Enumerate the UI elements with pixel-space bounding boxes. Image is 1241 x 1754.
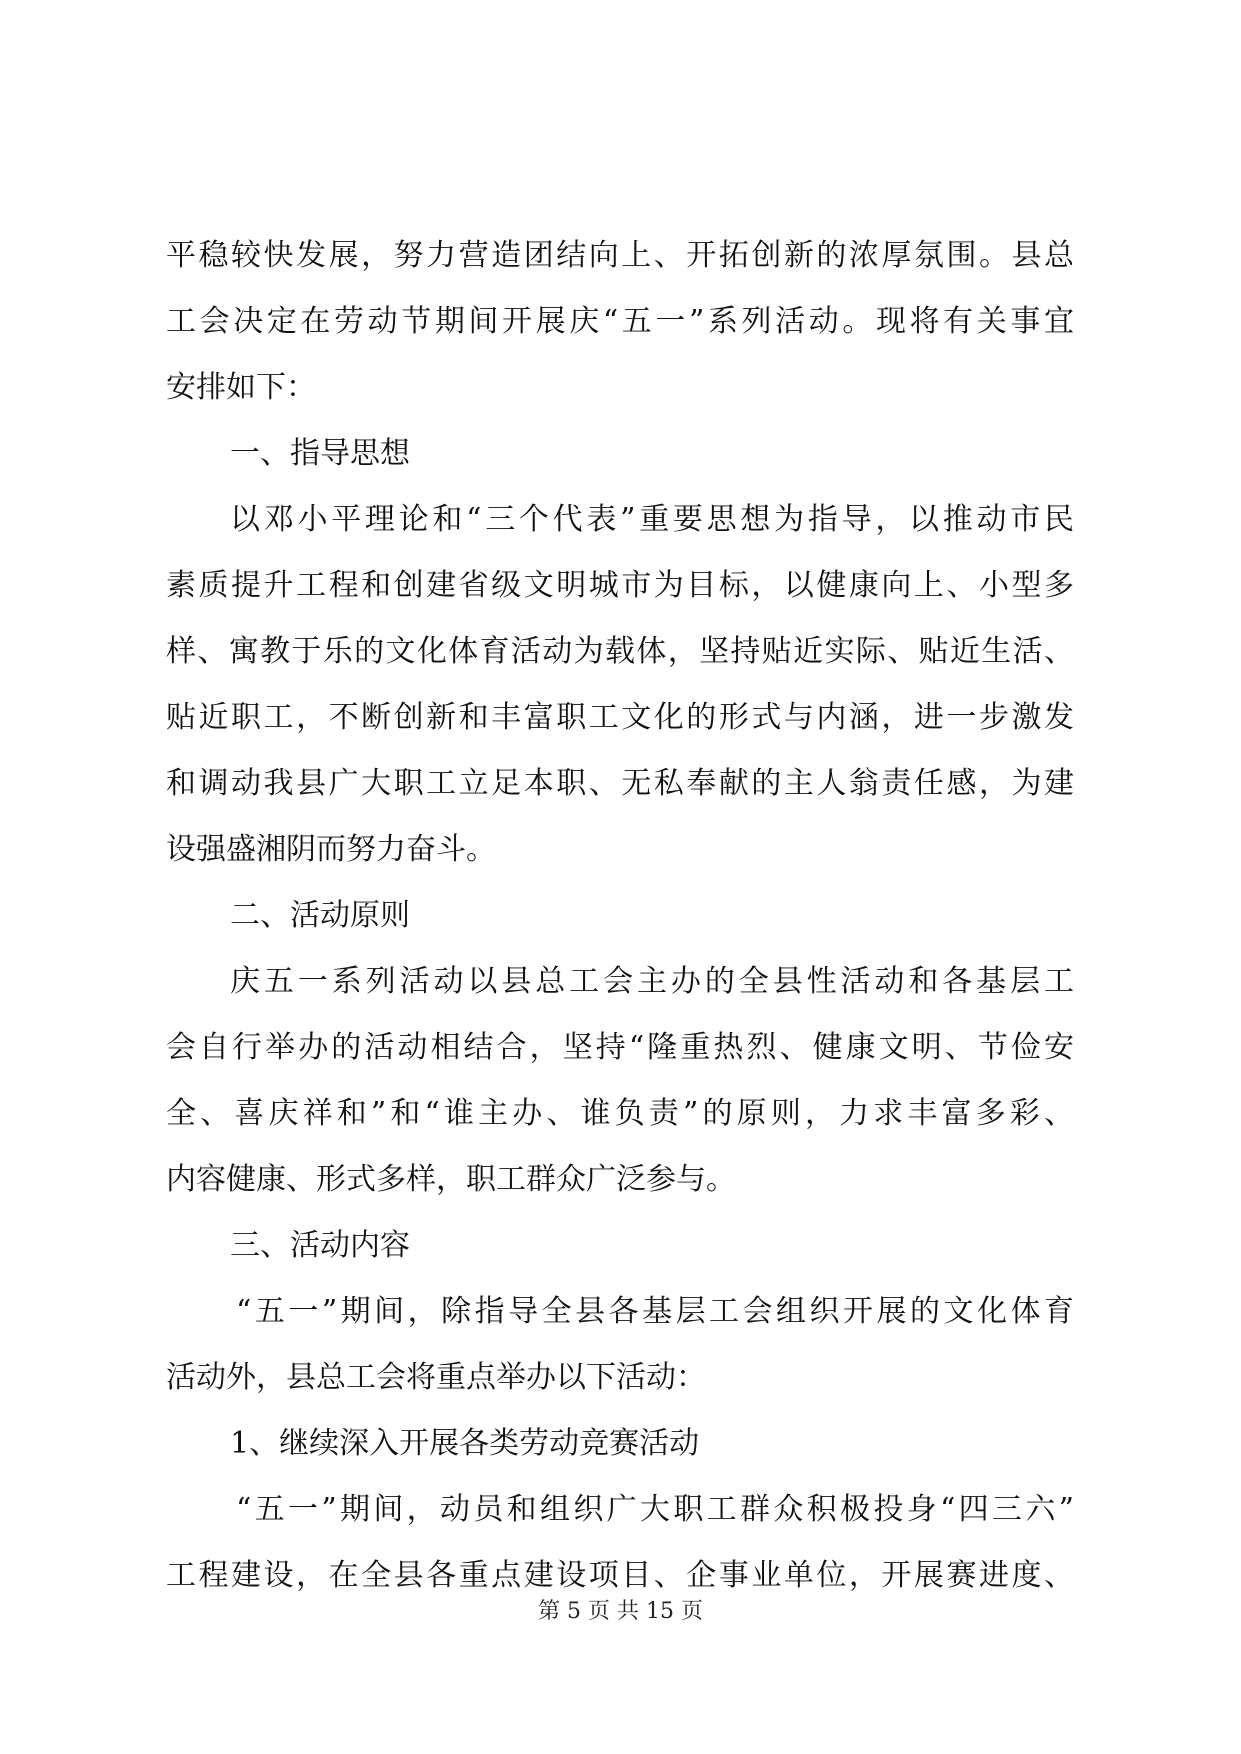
body-line-18: 活动外，县总工会将重点举办以下活动： [166,1360,706,1395]
body-line-9: 和调动我县广大职工立足本职、无私奉献的主人翁责任感，为建 [166,766,1074,801]
page-number-footer: 第 5 页 共 15 页 [538,1599,703,1624]
body-line-17: “五一”期间，除指导全县各基层工会组织开展的文化体育 [236,1294,1074,1329]
body-line-1: 平稳较快发展，努力营造团结向上、开拓创新的浓厚氛围。县总 [166,238,1074,273]
body-line-12: 庆五一系列活动以县总工会主办的全县性活动和各基层工 [230,964,1074,999]
body-line-20: “五一”期间，动员和组织广大职工群众积极投身“四三六” [236,1492,1074,1527]
body-line-14: 全、喜庆祥和”和“谁主办、谁负责”的原则，力求丰富多彩、 [166,1096,1074,1131]
subsection-heading-1: 1、继续深入开展各类劳动竞赛活动 [230,1426,700,1461]
body-line-8: 贴近职工，不断创新和丰富职工文化的形式与内涵，进一步激发 [166,700,1074,735]
body-line-10: 设强盛湘阴而努力奋斗。 [166,832,496,867]
body-line-5: 以邓小平理论和“三个代表”重要思想为指导，以推动市民 [230,502,1074,537]
section-heading-1: 一、指导思想 [230,436,410,471]
body-line-15: 内容健康、形式多样，职工群众广泛参与。 [166,1162,736,1197]
body-line-21: 工程建设，在全县各重点建设项目、企事业单位，开展赛进度、 [166,1558,1074,1593]
section-heading-3: 三、活动内容 [230,1228,410,1263]
body-line-2: 工会决定在劳动节期间开展庆“五一”系列活动。现将有关事宜 [166,304,1074,339]
body-line-6: 素质提升工程和创建省级文明城市为目标，以健康向上、小型多 [166,568,1074,603]
body-line-3: 安排如下： [166,370,316,405]
body-line-7: 样、寓教于乐的文化体育活动为载体，坚持贴近实际、贴近生活、 [166,634,1074,669]
body-line-13: 会自行举办的活动相结合，坚持“隆重热烈、健康文明、节俭安 [166,1030,1074,1065]
section-heading-2: 二、活动原则 [230,898,410,933]
